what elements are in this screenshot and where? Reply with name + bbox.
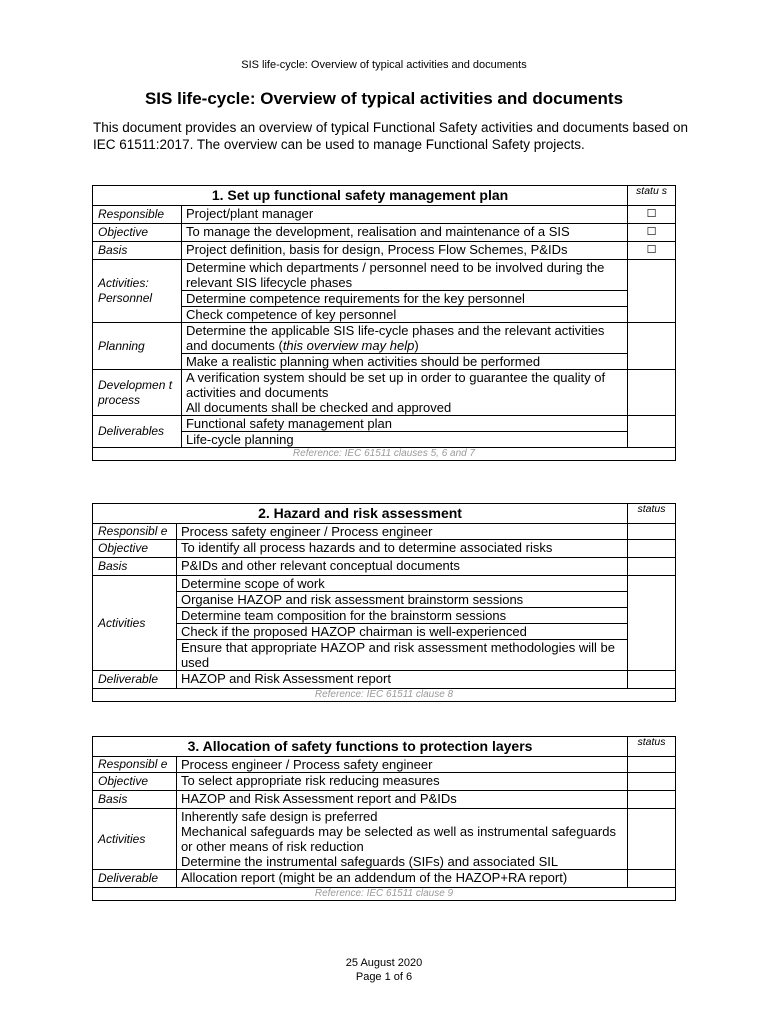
activity-item: Check competence of key personnel	[181, 307, 627, 323]
status-checkbox[interactable]: ☐	[628, 242, 676, 260]
activity-item: Ensure that appropriate HAZOP and risk assessment methodologies will be used	[176, 640, 627, 671]
status-cell	[628, 524, 676, 540]
section-3-heading: 3. Allocation of safety functions to protection layers	[93, 737, 628, 757]
running-header: SIS life-cycle: Overview of typical activities and documents	[241, 59, 527, 71]
development-process-value	[181, 370, 627, 416]
status-cell	[628, 540, 676, 558]
reference-note: Reference: IEC 61511 clauses 5, 6 and 7	[93, 448, 676, 461]
responsible-label: Responsible	[93, 206, 182, 224]
responsible-value: Project/plant manager	[181, 206, 627, 224]
status-header: statu s	[628, 186, 676, 206]
deliverable-value: HAZOP and Risk Assessment report	[176, 671, 627, 689]
page-footer	[0, 956, 768, 984]
status-cell	[628, 870, 676, 888]
activity-item: Determine which departments / personnel need to be involved during the relevant SIS lifecycle phases	[181, 260, 627, 291]
deliverable-value: Allocation report (might be an addendum of the HAZOP+RA report)	[176, 870, 627, 888]
planning-label: Planning	[93, 323, 182, 370]
responsible-value: Process safety engineer / Process engineer	[176, 524, 627, 540]
activity-item: Organise HAZOP and risk assessment brainstorm sessions	[176, 592, 627, 608]
responsible-label: Responsibl e	[93, 524, 177, 540]
objective-label: Objective	[93, 224, 182, 242]
deliverable-label: Deliverable	[93, 870, 177, 888]
status-cell	[628, 757, 676, 773]
objective-label: Objective	[93, 540, 177, 558]
status-header: status	[628, 504, 676, 524]
status-cell	[628, 809, 676, 870]
basis-label: Basis	[93, 242, 182, 260]
basis-value: Project definition, basis for design, Process Flow Schemes, P&IDs	[181, 242, 627, 260]
activities-label: Activities	[93, 576, 177, 671]
footer-date: 25 August 2020	[345, 957, 423, 969]
activities-personnel-label: Activities: Personnel	[93, 260, 182, 323]
section-2-heading: 2. Hazard and risk assessment	[93, 504, 628, 524]
responsible-label: Responsibl e	[93, 757, 177, 773]
section-2-table	[92, 503, 676, 702]
document-title: SIS life-cycle: Overview of typical activities and documents	[144, 89, 624, 108]
reference-note: Reference: IEC 61511 clause 8	[93, 689, 676, 702]
deliverables-label: Deliverables	[93, 416, 182, 448]
basis-value: HAZOP and Risk Assessment report and P&IDs	[176, 791, 627, 809]
status-cell	[628, 671, 676, 689]
responsible-value: Process engineer / Process safety engineer	[176, 757, 627, 773]
activities-value	[176, 809, 627, 870]
status-checkbox[interactable]: ☐	[628, 224, 676, 242]
objective-label: Objective	[93, 773, 177, 791]
development-process-label: Developmen t process	[93, 370, 182, 416]
basis-label: Basis	[93, 558, 177, 576]
section-3-table	[92, 736, 676, 901]
objective-value: To manage the development, realisation and maintenance of a SIS	[181, 224, 627, 242]
basis-value: P&IDs and other relevant conceptual documents	[176, 558, 627, 576]
objective-value: To select appropriate risk reducing measures	[176, 773, 627, 791]
activity-item: Make a realistic planning when activities should be performed	[181, 354, 627, 370]
deliverable-item: Functional safety management plan	[181, 416, 627, 432]
activity-item: Mechanical safeguards may be selected as well as instrumental safeguards or other means of risk reduction	[180, 824, 616, 854]
activities-label: Activities	[93, 809, 177, 870]
objective-value: To identify all process hazards and to determine associated risks	[176, 540, 627, 558]
reference-note: Reference: IEC 61511 clause 9	[93, 888, 676, 901]
deliverable-label: Deliverable	[93, 671, 177, 689]
planning-text-end: )	[414, 338, 419, 353]
status-checkbox[interactable]: ☐	[628, 206, 676, 224]
planning-text: Determine the applicable SIS life-cycle phases and the relevant activities and documents (	[185, 323, 605, 353]
activity-item: All documents shall be checked and approved	[185, 400, 452, 415]
activity-item: Determine scope of work	[176, 576, 627, 592]
planning-note: this overview may help	[282, 338, 415, 353]
activity-item: Inherently safe design is preferred	[180, 809, 378, 824]
section-1-table	[92, 185, 676, 461]
section-1-heading: 1. Set up functional safety management plan	[93, 186, 628, 206]
activity-item	[181, 323, 627, 354]
activity-item: Check if the proposed HAZOP chairman is well-experienced	[176, 624, 627, 640]
activity-item: A verification system should be set up in order to guarantee the quality of activities and documents	[185, 370, 606, 400]
status-cell	[628, 773, 676, 791]
deliverable-item: Life-cycle planning	[181, 432, 627, 448]
status-cell	[628, 260, 676, 323]
status-cell	[628, 370, 676, 416]
status-cell	[628, 791, 676, 809]
status-cell	[628, 323, 676, 370]
basis-label: Basis	[93, 791, 177, 809]
intro-paragraph: This document provides an overview of typical Functional Safety activities and documents based on IEC 61511:2017. The overview can be used to manage Functional Safety projects.	[93, 120, 689, 152]
status-cell	[628, 416, 676, 448]
status-cell	[628, 558, 676, 576]
status-header: status	[628, 737, 676, 757]
activity-item: Determine team composition for the brainstorm sessions	[176, 608, 627, 624]
page-number: Page 1 of 6	[355, 971, 413, 983]
status-cell	[628, 576, 676, 671]
activity-item: Determine competence requirements for the key personnel	[181, 291, 627, 307]
activity-item: Determine the instrumental safeguards (SIFs) and associated SIL	[180, 854, 559, 869]
